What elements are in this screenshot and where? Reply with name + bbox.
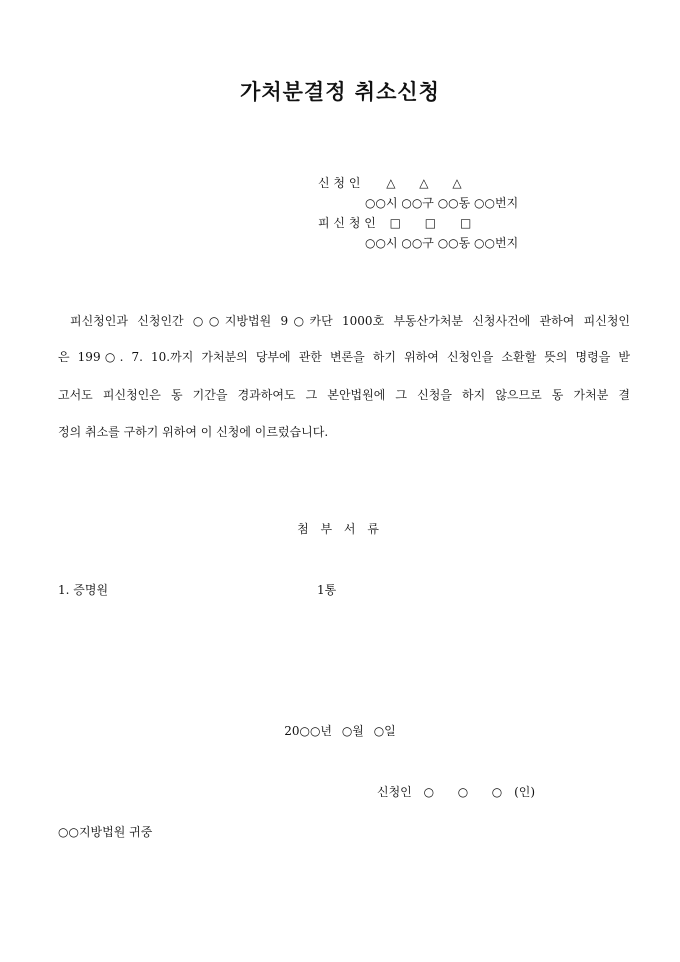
body-line-4: 정의 취소를 구하기 위하여 이 신청에 이르렀습니다. bbox=[58, 425, 329, 439]
applicant-address: ○○시 ○○구 ○○동 ○○번지 bbox=[365, 196, 519, 210]
attachments-heading: 첨 부 서 류 bbox=[297, 522, 383, 536]
attachment-item-count: 1통 bbox=[317, 583, 337, 597]
respondent-label: 피 신 청 인 bbox=[318, 216, 376, 230]
body-line-2: 은 199○. 7. 10.까지 가처분의 당부에 관한 변론을 하기 위하여 신청인을 소환할 뜻의 명령을 받 bbox=[58, 350, 630, 364]
document-date: 20○○년 ○월 ○일 bbox=[284, 724, 396, 738]
applicant-line bbox=[318, 174, 472, 191]
applicant-label: 신 청 인 bbox=[318, 176, 361, 190]
respondent-address: ○○시 ○○구 ○○동 ○○번지 bbox=[365, 236, 519, 250]
applicant-signature: 신청인 ○ ○ ○ (인) bbox=[377, 785, 536, 799]
body-line-3: 고서도 피신청인은 동 기간을 경과하여도 그 본안법원에 그 신청을 하지 않으므로 동 가처분 결 bbox=[58, 388, 630, 402]
respondent-name: □ □ □ bbox=[389, 216, 482, 230]
respondent-line bbox=[318, 214, 481, 231]
attachment-item-name: 1. 증명원 bbox=[58, 583, 109, 597]
applicant-name: △ △ △ bbox=[386, 176, 472, 190]
body-line-1: 피신청인과 신청인간 ○○지방법원 9○카단 1000호 부동산가처분 신청사건에 관하여 피신청인 bbox=[70, 314, 630, 328]
document-title: 가처분결정 취소신청 bbox=[240, 79, 440, 104]
court-addressee: ○○지방법원 귀중 bbox=[58, 825, 153, 839]
